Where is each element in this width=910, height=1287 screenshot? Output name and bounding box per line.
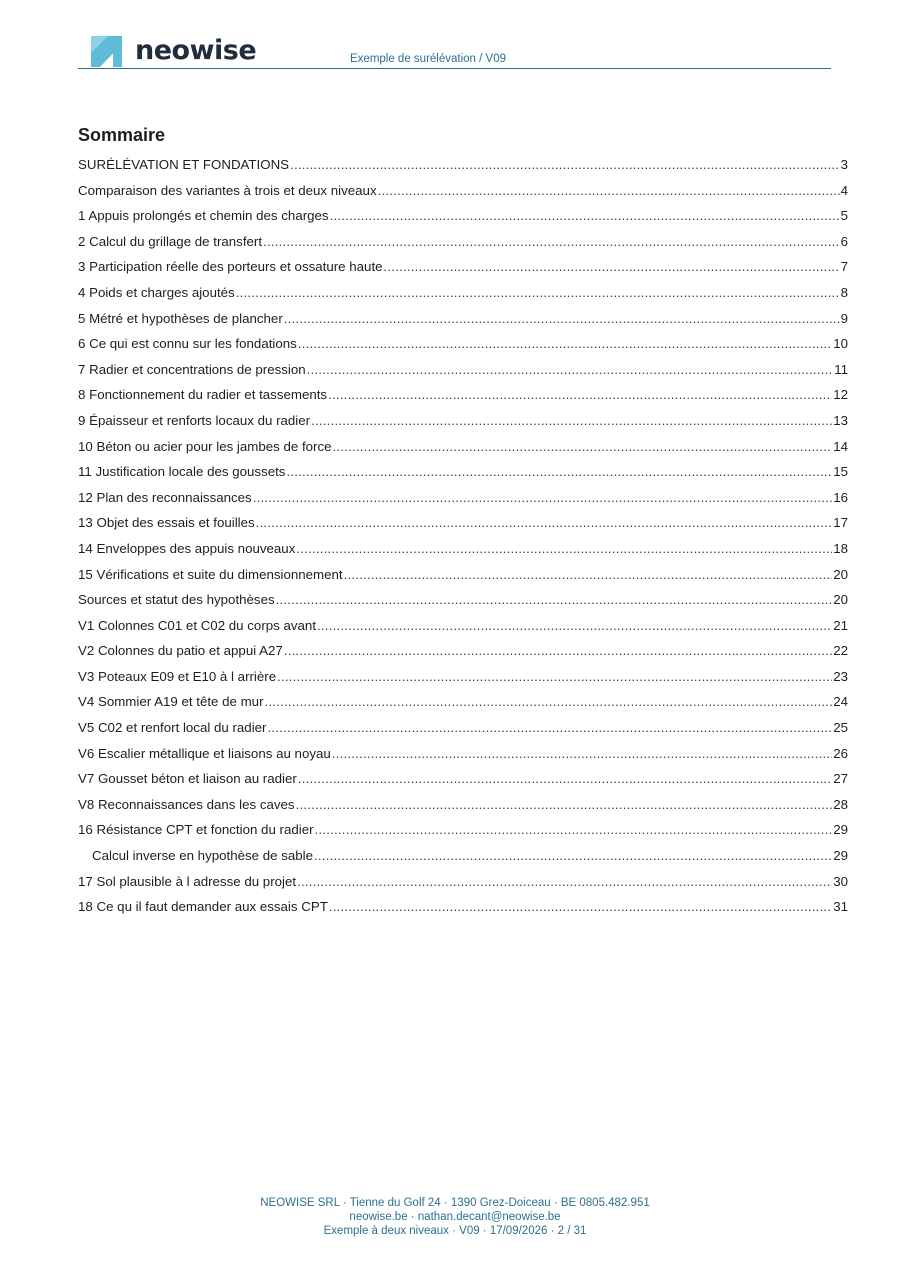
toc-dot-leader (297, 874, 832, 889)
toc-page-number: 26 (833, 745, 848, 761)
toc-dot-leader (329, 899, 832, 914)
toc-entry[interactable] (78, 797, 848, 823)
toc-page-number: 8 (840, 284, 848, 300)
toc-entry-title: V4 Sommier A19 et tête de mur (78, 694, 264, 710)
neowise-logo-icon (91, 34, 122, 67)
toc-page-number: 11 (834, 361, 848, 377)
toc-entry-title: 3 Participation réelle des porteurs et ossature haute (78, 259, 383, 275)
toc-page-number: 12 (833, 387, 848, 403)
toc-page-number: 18 (833, 540, 848, 556)
toc-dot-leader (317, 618, 832, 633)
toc-entry-title: 13 Objet des essais et fouilles (78, 515, 255, 531)
toc-page-number: 23 (833, 668, 848, 684)
toc-page-number: 24 (833, 694, 848, 710)
toc-page-number: 9 (840, 310, 848, 326)
toc-entry-title: V2 Colonnes du patio et appui A27 (78, 643, 283, 659)
toc-dot-leader (267, 720, 832, 735)
brand-logo (91, 32, 256, 68)
toc-entry[interactable] (78, 285, 848, 311)
toc-page-number: 13 (833, 412, 848, 428)
toc-entry[interactable] (78, 311, 848, 337)
toc-page-number: 15 (833, 464, 848, 480)
toc-entry-title: 1 Appuis prolongés et chemin des charges (78, 208, 329, 224)
toc-entry[interactable] (78, 157, 848, 183)
toc-dot-leader (284, 643, 832, 658)
toc-entry[interactable] (78, 183, 848, 209)
toc-entry-title: V7 Gousset béton et liaison au radier (78, 771, 297, 787)
toc-entry[interactable] (78, 899, 848, 925)
toc-page-number: 20 (833, 592, 848, 608)
toc-entry-title: 4 Poids et charges ajoutés (78, 284, 235, 300)
brand-name: neowise (135, 34, 257, 66)
toc-entry[interactable] (78, 669, 848, 695)
toc-page-number: 29 (833, 848, 848, 864)
toc-dot-leader (296, 541, 832, 556)
toc-entry[interactable] (78, 490, 848, 516)
toc-entry-title: 6 Ce qui est connu sur les fondations (78, 336, 297, 352)
toc-entry[interactable] (78, 208, 848, 234)
toc-page-number: 4 (840, 182, 848, 198)
toc-dot-leader (315, 822, 833, 837)
toc-entry[interactable] (78, 771, 848, 797)
toc-page-number: 17 (833, 515, 848, 531)
toc-entry[interactable] (78, 259, 848, 285)
toc-dot-leader (378, 183, 840, 198)
toc-entry[interactable] (78, 439, 848, 465)
toc-dot-leader (296, 797, 833, 812)
toc-entry-title: 7 Radier et concentrations de pression (78, 361, 306, 377)
toc-page-number: 25 (833, 720, 848, 736)
toc-page-number: 16 (833, 489, 848, 505)
toc-dot-leader (263, 234, 840, 249)
toc-entry-title: 18 Ce qu il faut demander aux essais CPT (78, 899, 328, 915)
toc-entry-title: 11 Justification locale des goussets (78, 464, 286, 480)
toc-entry[interactable] (78, 362, 848, 388)
document-label: Exemple de surélévation / V09 (350, 53, 506, 65)
toc-page-number: 6 (840, 233, 848, 249)
toc-entry[interactable] (78, 848, 848, 874)
toc-dot-leader (314, 848, 832, 863)
toc-entry-title: 15 Vérifications et suite du dimensionnement (78, 566, 343, 582)
toc-entry[interactable] (78, 464, 848, 490)
toc-dot-leader (284, 311, 840, 326)
toc-entry[interactable] (78, 618, 848, 644)
footer-company: NEOWISE SRL · Tienne du Golf 24 · 1390 Grez-Doiceau · BE 0805.482.951 (260, 1197, 650, 1209)
toc-dot-leader (265, 694, 833, 709)
toc-page-number: 28 (833, 796, 848, 812)
toc-entry[interactable] (78, 720, 848, 746)
page-footer (0, 1196, 910, 1238)
toc-entry[interactable] (78, 336, 848, 362)
toc-page-number: 20 (833, 566, 848, 582)
toc-page-number: 5 (840, 208, 848, 224)
toc-dot-leader (344, 567, 833, 582)
toc-dot-leader (328, 387, 832, 402)
toc-page-number: 21 (833, 617, 848, 633)
toc-entry-title: Calcul inverse en hypothèse de sable (92, 848, 314, 864)
toc-entry-title: V3 Poteaux E09 et E10 à l arrière (78, 668, 277, 684)
toc-entry-title: 10 Béton ou acier pour les jambes de force (78, 438, 332, 454)
toc-entry-title: V1 Colonnes C01 et C02 du corps avant (78, 617, 317, 633)
toc-dot-leader (253, 490, 832, 505)
footer-contact: neowise.be · nathan.decant@neowise.be (349, 1211, 561, 1223)
toc-title: Sommaire (78, 125, 166, 145)
toc-entry-title: 9 Épaisseur et renforts locaux du radier (78, 412, 311, 428)
toc-dot-leader (332, 746, 832, 761)
toc-entry[interactable] (78, 567, 848, 593)
toc-entry[interactable] (78, 413, 848, 439)
toc-entry-title: 14 Enveloppes des appuis nouveaux (78, 540, 296, 556)
footer-doc-info: Exemple à deux niveaux · V09 · 17/09/2026 · 2 / 31 (323, 1225, 587, 1237)
toc-entry-title: 5 Métré et hypothèses de plancher (78, 310, 283, 326)
toc-dot-leader (330, 208, 840, 223)
toc-entry-title: 17 Sol plausible à l adresse du projet (78, 873, 297, 889)
toc-dot-leader (384, 259, 840, 274)
page-header (78, 30, 831, 69)
toc-dot-leader (333, 439, 833, 454)
toc-entry[interactable] (78, 694, 848, 720)
toc-dot-leader (307, 362, 834, 377)
toc-dot-leader (286, 464, 832, 479)
toc-page-number: 14 (833, 438, 848, 454)
toc-page-number: 10 (833, 336, 848, 352)
toc-entry[interactable] (78, 822, 848, 848)
toc-entry[interactable] (78, 592, 848, 618)
toc-entry-title: 8 Fonctionnement du radier et tassements (78, 387, 328, 403)
toc-entry-title: 2 Calcul du grillage de transfert (78, 233, 263, 249)
toc-entry[interactable] (78, 515, 848, 541)
toc-entry-title: SURÉLÉVATION ET FONDATIONS (78, 157, 290, 172)
toc-page-number: 27 (833, 771, 848, 787)
toc-entry[interactable] (78, 541, 848, 567)
toc-entry[interactable] (78, 746, 848, 772)
toc-entry[interactable] (78, 643, 848, 669)
toc-entry-title: 16 Résistance CPT et fonction du radier (78, 822, 314, 838)
toc-dot-leader (277, 669, 832, 684)
toc-page-number: 29 (833, 822, 848, 838)
toc-dot-leader (298, 336, 832, 351)
toc-dot-leader (276, 592, 833, 607)
toc-entry[interactable] (78, 234, 848, 260)
toc-entry[interactable] (78, 387, 848, 413)
toc-page-number: 3 (840, 157, 848, 172)
toc-dot-leader (256, 515, 833, 530)
toc-entry-title: V8 Reconnaissances dans les caves (78, 796, 295, 812)
toc-page-number: 22 (833, 643, 848, 659)
toc-dot-leader (311, 413, 832, 428)
toc-entry-title: Comparaison des variantes à trois et deux niveaux (78, 182, 377, 198)
toc-dot-leader (236, 285, 840, 300)
header-divider (78, 68, 831, 69)
toc-entry[interactable] (78, 874, 848, 900)
toc-entry-title: Sources et statut des hypothèses (78, 592, 275, 608)
table-of-contents (78, 157, 848, 925)
toc-entry-title: V5 C02 et renfort local du radier (78, 720, 267, 736)
toc-entry-title: V6 Escalier métallique et liaisons au noyau (78, 745, 331, 761)
toc-dot-leader (298, 771, 832, 786)
toc-page-number: 7 (840, 259, 848, 275)
toc-dot-leader (290, 157, 840, 172)
toc-entry-title: 12 Plan des reconnaissances (78, 489, 252, 505)
toc-page-number: 30 (833, 873, 848, 889)
toc-page-number: 31 (833, 899, 848, 915)
